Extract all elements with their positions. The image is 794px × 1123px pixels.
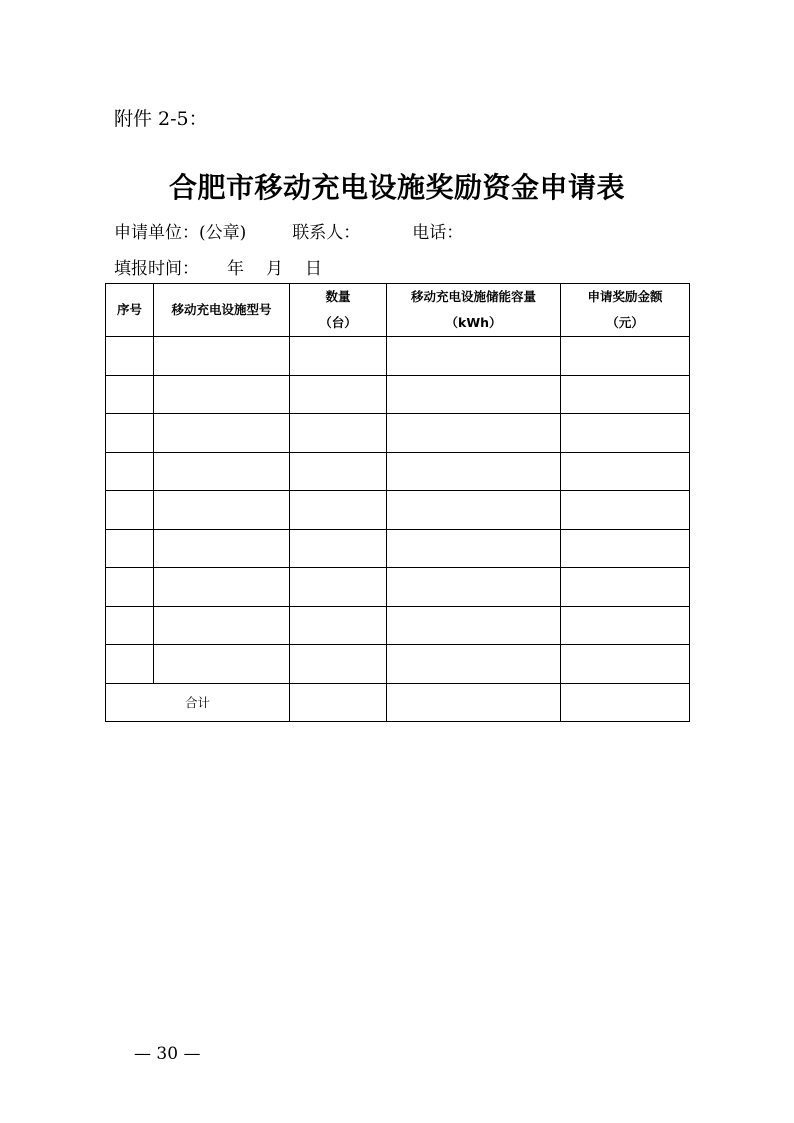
- fill-time-label: 填报时间：: [114, 259, 199, 279]
- total-capacity[interactable]: [387, 683, 561, 722]
- cell-capacity[interactable]: [387, 337, 561, 376]
- cell-seq[interactable]: [106, 337, 154, 376]
- cell-capacity[interactable]: [387, 414, 561, 453]
- cell-model[interactable]: [154, 606, 290, 645]
- cell-model[interactable]: [154, 452, 290, 491]
- cell-seq[interactable]: [106, 645, 154, 684]
- table-row: [106, 568, 690, 607]
- table-row: [106, 529, 690, 568]
- cell-capacity[interactable]: [387, 529, 561, 568]
- cell-quantity[interactable]: [290, 414, 387, 453]
- cell-capacity[interactable]: [387, 375, 561, 414]
- cell-amount[interactable]: [561, 529, 690, 568]
- cell-capacity[interactable]: [387, 645, 561, 684]
- table-row: [106, 414, 690, 453]
- cell-quantity[interactable]: [290, 375, 387, 414]
- year-label: 年: [227, 259, 244, 279]
- cell-quantity[interactable]: [290, 568, 387, 607]
- cell-amount[interactable]: [561, 606, 690, 645]
- table-header-row: [106, 284, 690, 337]
- cell-model[interactable]: [154, 414, 290, 453]
- form-title: 合肥市移动充电设施奖励资金申请表: [168, 171, 625, 204]
- cell-seq[interactable]: [106, 529, 154, 568]
- cell-quantity[interactable]: [290, 645, 387, 684]
- header-amount-label: 申请奖励金额: [587, 289, 663, 304]
- cell-amount[interactable]: [561, 568, 690, 607]
- cell-model[interactable]: [154, 529, 290, 568]
- table-row: [106, 606, 690, 645]
- cell-amount[interactable]: [561, 375, 690, 414]
- cell-seq[interactable]: [106, 606, 154, 645]
- header-quantity-unit: （台）: [319, 315, 357, 330]
- page-number: — 30 —: [134, 1044, 201, 1064]
- fill-time-line: [114, 257, 322, 281]
- cell-seq[interactable]: [106, 414, 154, 453]
- table-row: [106, 375, 690, 414]
- cell-seq[interactable]: [106, 568, 154, 607]
- table-row: [106, 452, 690, 491]
- cell-quantity[interactable]: [290, 606, 387, 645]
- applicant-info-line: [114, 221, 463, 245]
- phone-label: 电话：: [412, 223, 464, 243]
- cell-seq[interactable]: [106, 491, 154, 530]
- header-capacity: [387, 284, 561, 337]
- header-seq: 序号: [106, 284, 154, 337]
- cell-model[interactable]: [154, 375, 290, 414]
- contact-label: 联系人：: [292, 223, 361, 243]
- cell-capacity[interactable]: [387, 452, 561, 491]
- cell-capacity[interactable]: [387, 606, 561, 645]
- cell-quantity[interactable]: [290, 529, 387, 568]
- header-amount: [561, 284, 690, 337]
- header-model: 移动充电设施型号: [154, 284, 290, 337]
- attachment-label: 附件 2-5：: [114, 108, 208, 130]
- total-amount[interactable]: [561, 683, 690, 722]
- cell-capacity[interactable]: [387, 568, 561, 607]
- table-row: [106, 337, 690, 376]
- header-capacity-label: 移动充电设施储能容量: [410, 289, 536, 304]
- cell-model[interactable]: [154, 491, 290, 530]
- header-quantity: [290, 284, 387, 337]
- cell-seq[interactable]: [106, 375, 154, 414]
- header-amount-unit: （元）: [606, 315, 644, 330]
- cell-amount[interactable]: [561, 645, 690, 684]
- cell-seq[interactable]: [106, 452, 154, 491]
- month-label: 月: [266, 259, 283, 279]
- cell-model[interactable]: [154, 645, 290, 684]
- table-row: [106, 491, 690, 530]
- total-row: [106, 683, 690, 722]
- cell-amount[interactable]: [561, 337, 690, 376]
- cell-model[interactable]: [154, 337, 290, 376]
- total-quantity[interactable]: [290, 683, 387, 722]
- application-table: [105, 283, 690, 722]
- cell-quantity[interactable]: [290, 491, 387, 530]
- cell-amount[interactable]: [561, 491, 690, 530]
- cell-capacity[interactable]: [387, 491, 561, 530]
- cell-amount[interactable]: [561, 414, 690, 453]
- header-quantity-label: 数量: [325, 289, 351, 304]
- cell-quantity[interactable]: [290, 337, 387, 376]
- table-row: [106, 645, 690, 684]
- cell-quantity[interactable]: [290, 452, 387, 491]
- cell-amount[interactable]: [561, 452, 690, 491]
- total-label: 合计: [106, 683, 290, 722]
- cell-model[interactable]: [154, 568, 290, 607]
- applicant-unit-label: 申请单位：(公章): [114, 223, 247, 243]
- day-label: 日: [305, 259, 322, 279]
- header-capacity-unit: （kWh）: [445, 315, 502, 330]
